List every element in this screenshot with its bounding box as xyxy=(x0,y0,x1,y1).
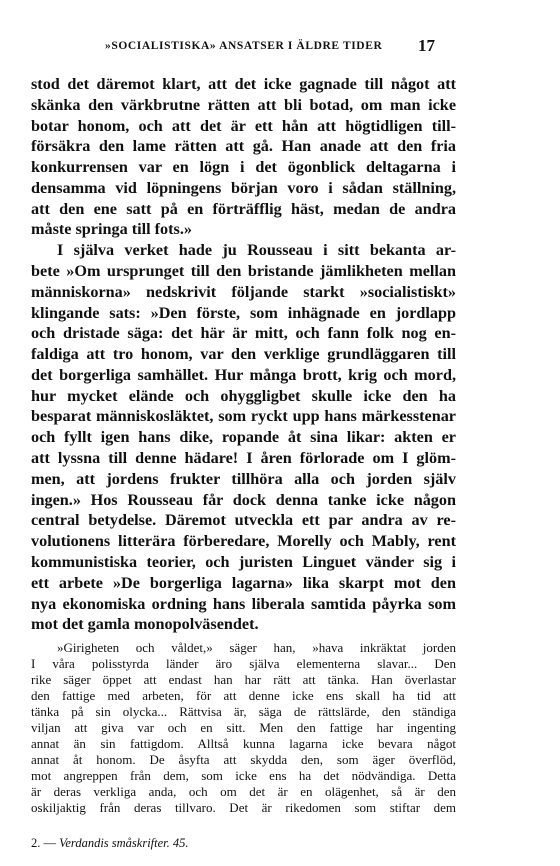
body-line: besparat människosläktet, som ryckt upp hans märkesstenar xyxy=(31,407,456,426)
signature-line xyxy=(31,836,189,851)
body-line: skänka den värkbrutne rätten att bli botad, om man icke xyxy=(31,95,456,114)
footnote-line: »Girigheten och våldet,» säger han, »hava inkräktat jorden xyxy=(57,640,456,655)
body-line: bete »Om ursprunget till den bristande jämlikheten mellan xyxy=(31,262,456,281)
body-line: ingen.» Hos Rousseau får dock denna tanke icke någon xyxy=(31,490,456,509)
body-line: försäkra den lame rätten att gå. Han anade att den fria xyxy=(31,137,456,156)
body-line: klingande sats: »Den förste, som inhägnade en jordlapp xyxy=(31,303,456,322)
signature-title: Verdandis småskrifter. 45. xyxy=(59,836,189,850)
body-line: det borgerliga samhället. Hur många brott, krig och mord, xyxy=(31,365,456,384)
footnote-line: annat åt honom. De åsyfta att skydda den, som äger överflöd, xyxy=(31,751,456,767)
body-line: människorna» nedskrivit följande starkt »socialistiskt» xyxy=(31,282,456,301)
body-line: hur mycket elände och ohyggligbet skulle icke den ha xyxy=(31,386,456,405)
signature-mark: 2. — xyxy=(31,836,56,850)
body-line: att den ene satt på en förträfflig häst, medan de andra xyxy=(31,199,456,218)
footnote-line: rike säger öppet att endast han har rätt att tänka. Han överlastar xyxy=(31,671,456,687)
body-line: central betydelse. Däremot utveckla ett par andra av re- xyxy=(31,511,456,530)
footnote-line: viljan att giva var och en sitt. Men den fattige har ingenting xyxy=(31,719,456,735)
body-line: konkurrensen var en lögn i det ögonblick deltagarna i xyxy=(31,158,456,177)
body-line: och dristade säga: det här är mitt, och fann folk nog en- xyxy=(31,324,456,343)
body-line: nya ekonomiska ordning hans liberala samtida påyrka som xyxy=(31,594,456,613)
body-line: men, att jordens frukter tillhöra alla och jorden själv xyxy=(31,469,456,488)
body-line: botar honom, och att det är ett hån att högtidligen till- xyxy=(31,116,456,135)
body-line: stod det däremot klart, att det icke gagnade till något att xyxy=(31,75,456,93)
footnote-line: den fattige med arbeten, för att denne icke ens skall ha tid att xyxy=(31,687,456,703)
body-line: mot det gamla monopolväsendet. xyxy=(31,615,259,634)
body-line: måste springa till fots.» xyxy=(31,220,192,239)
body-line: I själva verket hade ju Rousseau i sitt bekanta ar- xyxy=(57,241,456,260)
body-line: kommunistiska teorier, och juristen Linguet vänder sig i xyxy=(31,552,456,571)
footnote-line: annat än sin fattigdom. Alltså kunna lagarna icke bevara något xyxy=(31,735,456,751)
footnote-line: oskiljaktig från deras tillvaro. Det är rikedomen som stiftar dem xyxy=(31,799,456,815)
page-number: 17 xyxy=(418,36,435,55)
body-line: densamma vid löpningens början voro i sådan ställning, xyxy=(31,178,456,197)
body-line: faldiga att tro honom, var den verklige grundläggaren till xyxy=(31,345,456,364)
body-line: volutionens litterära förberedare, Morelly och Mably, rent xyxy=(31,532,456,551)
body-line: att lyssna till denne hädare! I åren förlorade om I glöm- xyxy=(31,449,456,468)
footnote-line: tänka på sin olycka... Rättvisa är, säga de rättslärde, den ständiga xyxy=(31,703,456,719)
footnote-line: är deras verkliga anda, och om det är en olägenhet, så är den xyxy=(31,783,456,799)
body-line: och fyllt igen hans dike, ropande åt sina likar: akten er xyxy=(31,428,456,447)
body-line: ett arbete »De borgerliga lagarna» lika skarpt mot den xyxy=(31,573,456,592)
running-header: »SOCIALISTISKA» ANSATSER I ÄLDRE TIDER xyxy=(105,40,383,52)
footnote-line: mot angreppen från dem, som icke ens ha det nödvändiga. Detta xyxy=(31,767,456,783)
footnote-line: I våra polisstyrda länder äro själva elementerna slavar... Den xyxy=(31,655,456,671)
